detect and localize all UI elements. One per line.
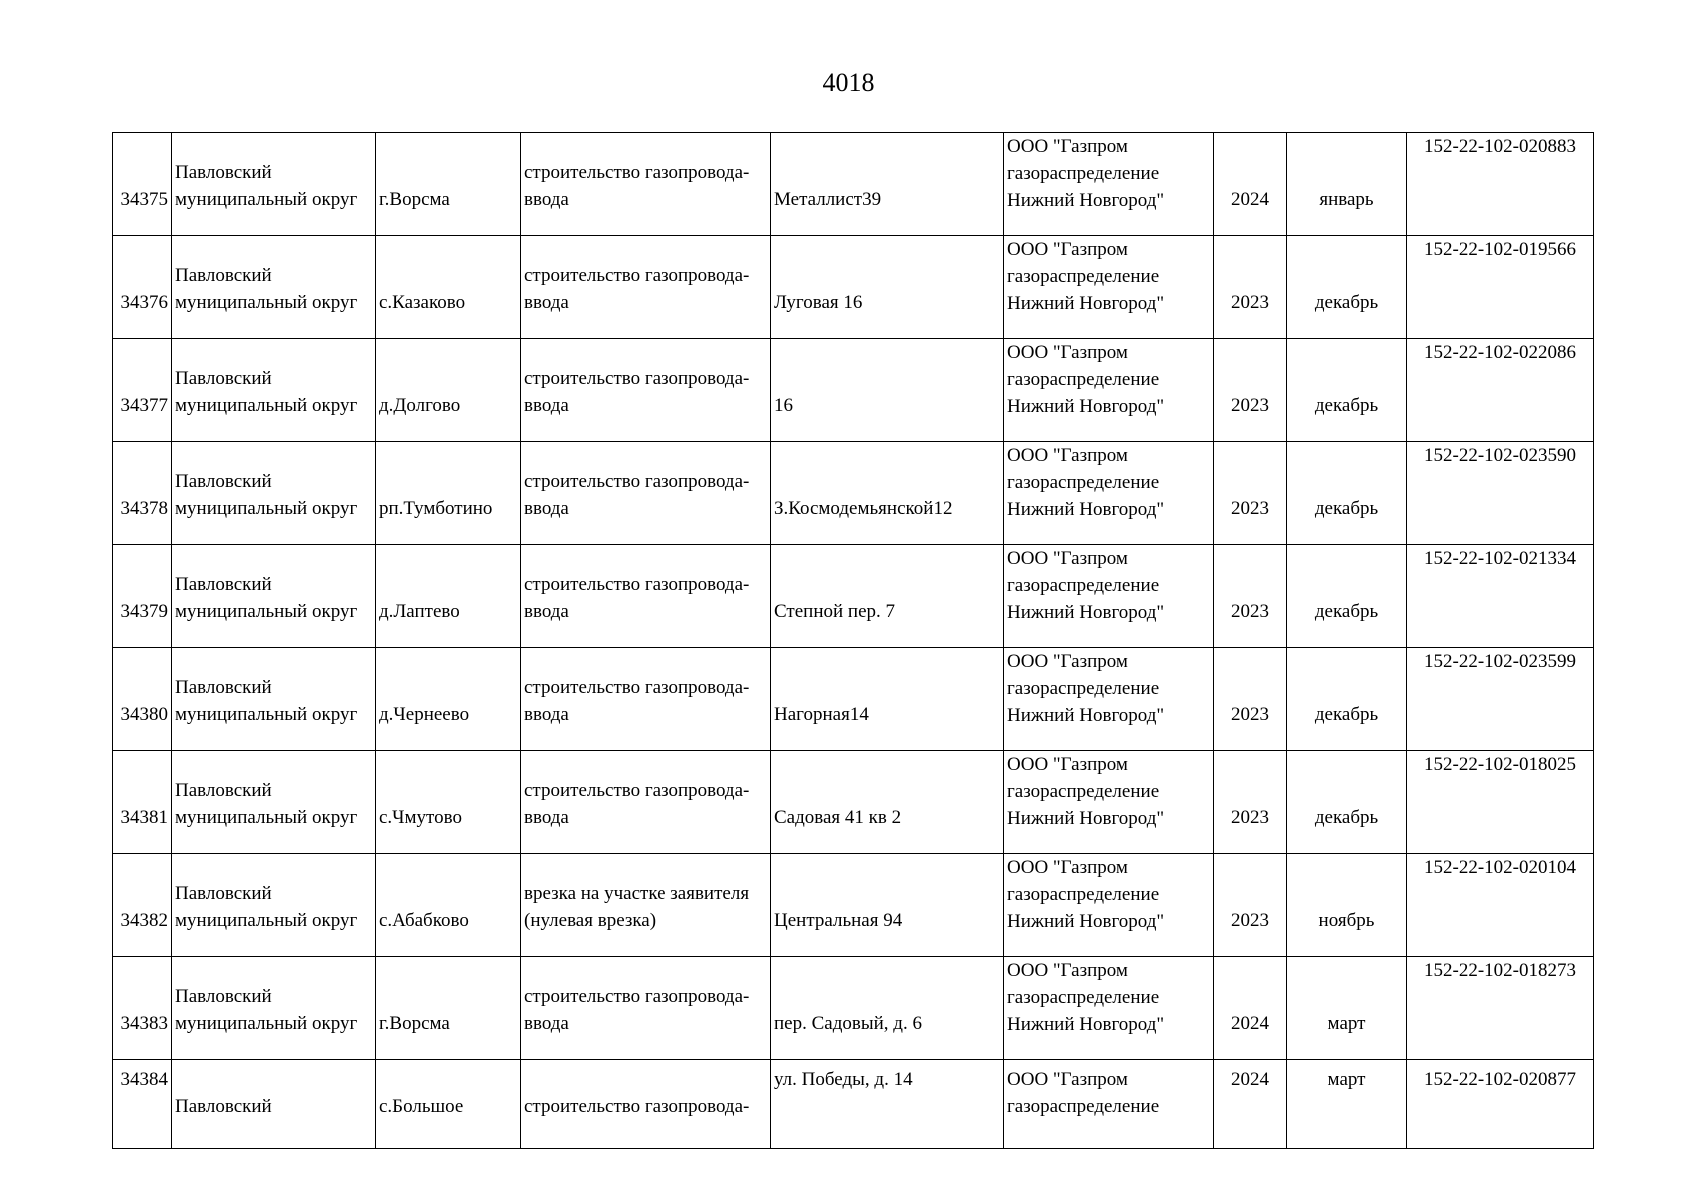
district-line: Павловский	[175, 368, 272, 389]
cell-address: З.Космодемьянской12	[771, 442, 1004, 545]
cell-year: 2023	[1214, 545, 1287, 648]
org-line: ООО "Газпром	[1007, 651, 1128, 672]
cell-month: декабрь	[1287, 339, 1407, 442]
work-line: врезка на участке заявителя	[524, 883, 750, 904]
cell-number: 34383	[113, 957, 172, 1060]
cell-district	[172, 751, 376, 854]
cell-month: декабрь	[1287, 751, 1407, 854]
cell-code: 152-22-102-018273	[1407, 957, 1594, 1060]
cell-organization	[1004, 648, 1214, 751]
cell-month: декабрь	[1287, 236, 1407, 339]
org-line: газораспределение	[1007, 987, 1160, 1008]
district-line: Павловский	[175, 265, 272, 286]
table-row	[113, 751, 1594, 854]
cell-year: 2023	[1214, 751, 1287, 854]
cell-number: 34381	[113, 751, 172, 854]
cell-locality: г.Ворсма	[376, 957, 521, 1060]
cell-year: 2023	[1214, 236, 1287, 339]
cell-address: Металлист39	[771, 133, 1004, 236]
org-line: Нижний Новгород"	[1007, 911, 1165, 932]
cell-month: март	[1287, 1060, 1407, 1149]
work-line: ввода	[524, 807, 569, 828]
cell-year: 2024	[1214, 133, 1287, 236]
table-row	[113, 957, 1594, 1060]
cell-work-type	[521, 236, 771, 339]
cell-work-type	[521, 854, 771, 957]
cell-month: декабрь	[1287, 648, 1407, 751]
cell-organization	[1004, 442, 1214, 545]
org-line: Нижний Новгород"	[1007, 190, 1165, 211]
cell-code: 152-22-102-023599	[1407, 648, 1594, 751]
cell-code: 152-22-102-021334	[1407, 545, 1594, 648]
table-row	[113, 339, 1594, 442]
table-body	[113, 133, 1594, 1149]
district-line: муниципальный округ	[175, 1013, 358, 1034]
cell-locality: д.Долгово	[376, 339, 521, 442]
district-line: муниципальный округ	[175, 395, 358, 416]
work-line: ввода	[524, 292, 569, 313]
cell-year: 2023	[1214, 854, 1287, 957]
table-row	[113, 648, 1594, 751]
register-table	[112, 132, 1594, 1149]
work-line: строительство газопровода-	[524, 574, 750, 595]
cell-organization	[1004, 545, 1214, 648]
cell-code: 152-22-102-020883	[1407, 133, 1594, 236]
cell-month: декабрь	[1287, 442, 1407, 545]
table-row-partial	[113, 1060, 1594, 1149]
org-line: ООО "Газпром	[1007, 960, 1128, 981]
district-line: муниципальный округ	[175, 910, 358, 931]
table-row	[113, 854, 1594, 957]
cell-number: 34382	[113, 854, 172, 957]
cell-address: 16	[771, 339, 1004, 442]
cell-organization	[1004, 133, 1214, 236]
cell-month: март	[1287, 957, 1407, 1060]
cell-organization	[1004, 236, 1214, 339]
cell-district	[172, 236, 376, 339]
cell-address: Нагорная14	[771, 648, 1004, 751]
cell-district	[172, 957, 376, 1060]
cell-year: 2023	[1214, 648, 1287, 751]
org-line: газораспределение	[1007, 163, 1160, 184]
org-line: ООО "Газпром	[1007, 754, 1128, 775]
cell-locality: с.Большое	[376, 1060, 521, 1149]
work-line: строительство газопровода-	[524, 368, 750, 389]
cell-district	[172, 545, 376, 648]
work-line: ввода	[524, 395, 569, 416]
district-line: Павловский	[175, 780, 272, 801]
cell-locality: с.Казаково	[376, 236, 521, 339]
cell-code: 152-22-102-019566	[1407, 236, 1594, 339]
cell-code: 152-22-102-020104	[1407, 854, 1594, 957]
org-line: газораспределение	[1007, 266, 1160, 287]
cell-address: Степной пер. 7	[771, 545, 1004, 648]
cell-number: 34377	[113, 339, 172, 442]
org-line: Нижний Новгород"	[1007, 705, 1165, 726]
cell-work-type	[521, 339, 771, 442]
cell-address: ул. Победы, д. 14	[771, 1060, 1004, 1149]
table-row	[113, 133, 1594, 236]
cell-work-type	[521, 133, 771, 236]
cell-district	[172, 339, 376, 442]
cell-work-type	[521, 648, 771, 751]
cell-year: 2024	[1214, 957, 1287, 1060]
cell-work-type	[521, 957, 771, 1060]
org-line: ООО "Газпром	[1007, 239, 1128, 260]
district-line: муниципальный округ	[175, 601, 358, 622]
cell-month: декабрь	[1287, 545, 1407, 648]
org-line: газораспределение	[1007, 678, 1160, 699]
cell-code: 152-22-102-022086	[1407, 339, 1594, 442]
cell-address: пер. Садовый, д. 6	[771, 957, 1004, 1060]
cell-number: 34384	[113, 1060, 172, 1149]
org-line: Нижний Новгород"	[1007, 396, 1165, 417]
cell-locality: с.Чмутово	[376, 751, 521, 854]
cell-locality: с.Абабково	[376, 854, 521, 957]
cell-work-type	[521, 442, 771, 545]
cell-address: Луговая 16	[771, 236, 1004, 339]
org-line: Нижний Новгород"	[1007, 499, 1165, 520]
org-line: газораспределение	[1007, 369, 1160, 390]
cell-code: 152-22-102-018025	[1407, 751, 1594, 854]
table-row	[113, 442, 1594, 545]
work-line: строительство газопровода-	[524, 162, 750, 183]
cell-organization	[1004, 957, 1214, 1060]
work-line: (нулевая врезка)	[524, 910, 657, 931]
work-line: ввода	[524, 704, 569, 725]
cell-district: Павловский	[172, 1060, 376, 1149]
org-line: газораспределение	[1007, 472, 1160, 493]
district-line: муниципальный округ	[175, 807, 358, 828]
work-line: ввода	[524, 601, 569, 622]
work-line: строительство газопровода-	[524, 677, 750, 698]
district-line: Павловский	[175, 471, 272, 492]
district-line: муниципальный округ	[175, 498, 358, 519]
org-line: ООО "Газпром	[1007, 445, 1128, 466]
page-number: 4018	[822, 68, 875, 97]
cell-locality: д.Лаптево	[376, 545, 521, 648]
work-line: строительство газопровода-	[524, 780, 750, 801]
district-line: муниципальный округ	[175, 292, 358, 313]
cell-number: 34378	[113, 442, 172, 545]
cell-number: 34380	[113, 648, 172, 751]
district-line: Павловский	[175, 574, 272, 595]
district-line: муниципальный округ	[175, 704, 358, 725]
district-line: Павловский	[175, 162, 272, 183]
cell-organization	[1004, 339, 1214, 442]
district-line: муниципальный округ	[175, 189, 358, 210]
org-line: газораспределение	[1007, 884, 1160, 905]
org-line: газораспределение	[1007, 575, 1160, 596]
work-line: ввода	[524, 189, 569, 210]
cell-code: 152-22-102-023590	[1407, 442, 1594, 545]
cell-locality: д.Чернеево	[376, 648, 521, 751]
district-line: Павловский	[175, 986, 272, 1007]
cell-locality: г.Ворсма	[376, 133, 521, 236]
work-line: строительство газопровода-	[524, 986, 750, 1007]
cell-locality: рп.Тумботино	[376, 442, 521, 545]
org-line: Нижний Новгород"	[1007, 293, 1165, 314]
table-row	[113, 545, 1594, 648]
cell-month: январь	[1287, 133, 1407, 236]
org-line: ООО "Газпром	[1007, 1069, 1128, 1090]
cell-month: ноябрь	[1287, 854, 1407, 957]
cell-organization	[1004, 751, 1214, 854]
org-line: ООО "Газпром	[1007, 136, 1128, 157]
org-line: газораспределение	[1007, 781, 1160, 802]
cell-organization	[1004, 854, 1214, 957]
org-line: Нижний Новгород"	[1007, 1014, 1165, 1035]
cell-address: Садовая 41 кв 2	[771, 751, 1004, 854]
org-line: Нижний Новгород"	[1007, 602, 1165, 623]
district-line: Павловский	[175, 883, 272, 904]
table-row	[113, 236, 1594, 339]
cell-number: 34376	[113, 236, 172, 339]
work-line: ввода	[524, 498, 569, 519]
work-line: строительство газопровода-	[524, 471, 750, 492]
org-line: ООО "Газпром	[1007, 857, 1128, 878]
cell-year: 2024	[1214, 1060, 1287, 1149]
cell-address: Центральная 94	[771, 854, 1004, 957]
org-line: ООО "Газпром	[1007, 342, 1128, 363]
cell-code: 152-22-102-020877	[1407, 1060, 1594, 1149]
cell-year: 2023	[1214, 442, 1287, 545]
cell-organization	[1004, 1060, 1214, 1149]
cell-year: 2023	[1214, 339, 1287, 442]
district-line: Павловский	[175, 677, 272, 698]
cell-district	[172, 648, 376, 751]
cell-work-type	[521, 545, 771, 648]
cell-number: 34379	[113, 545, 172, 648]
work-line: ввода	[524, 1013, 569, 1034]
cell-work-type	[521, 751, 771, 854]
work-line: строительство газопровода-	[524, 265, 750, 286]
org-line: Нижний Новгород"	[1007, 808, 1165, 829]
cell-work-type: строительство газопровода-	[521, 1060, 771, 1149]
cell-district	[172, 854, 376, 957]
cell-district	[172, 442, 376, 545]
cell-number: 34375	[113, 133, 172, 236]
org-line: газораспределение	[1007, 1096, 1160, 1117]
org-line: ООО "Газпром	[1007, 548, 1128, 569]
cell-district	[172, 133, 376, 236]
